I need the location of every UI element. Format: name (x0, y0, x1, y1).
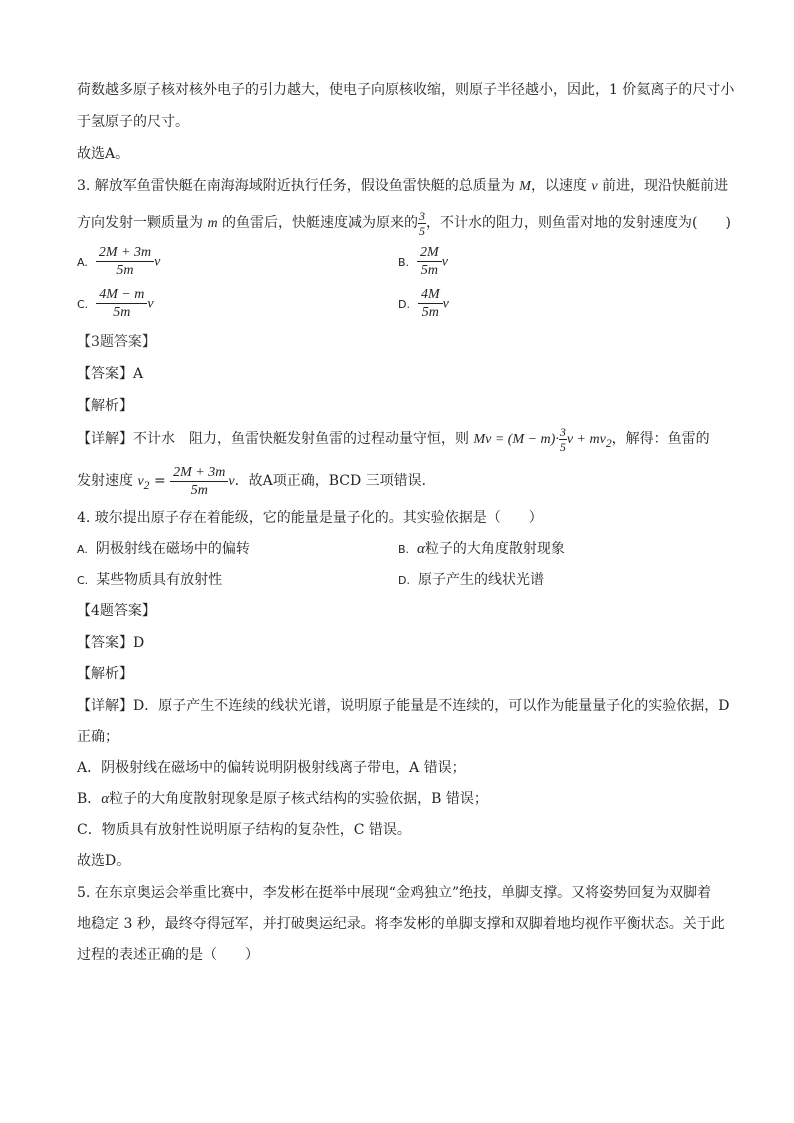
q5-stem-line-3: 过程的表述正确的是（ ） (77, 947, 259, 963)
q4-analysis-header: 【解析】 (77, 666, 133, 682)
q4-detail-line-4: B．α粒子的大角度散射现象是原子核式结构的实验依据，B 错误； (77, 791, 488, 807)
q4-detail-line-3: A．阴极射线在磁场中的偏转说明阴极射线离子带电，A 错误； (77, 760, 466, 776)
q3-option-b: B. $\frac{2M}{5m}$ v (398, 245, 448, 278)
q4-option-b: B. α粒子的大角度散射现象 (398, 541, 565, 557)
q4-stem: 4. 玻尔提出原子存在着能级，它的能量是量子化的。其实验依据是（ ） (77, 510, 543, 526)
q4-answer-header: 【4题答案】 (77, 603, 156, 619)
q3-answer-header: 【3题答案】 (77, 334, 156, 350)
q3-stem-line-1: 3. 解放军鱼雷快艇在南海海域附近执行任务，假设鱼雷快艇的总质量为 M，以速度 v 前进，现沿快艇前进 (77, 178, 729, 194)
intro-line-1: 荷数越多原子核对核外电子的引力越大，使电子向原核收缩，则原子半径越小，因此，1 价氦离子的尺寸小 (77, 82, 735, 98)
q4-option-d: D. 原子产生的线状光谱 (398, 572, 544, 588)
q3-analysis-header: 【解析】 (77, 398, 133, 414)
intro-line-2: 于氢原子的尺寸。 (77, 114, 189, 130)
fraction-three-fifths: $\frac{3}{5}$ (559, 424, 566, 454)
q3-answer: 【答案】A (77, 366, 144, 382)
q4-detail-line-1: 【详解】D．原子产生不连续的线状光谱，说明原子能量是不连续的，可以作为能量量子化的实验依据，D (77, 698, 730, 714)
q4-answer: 【答案】D (77, 635, 145, 651)
q5-stem-line-1: 5. 在东京奥运会举重比赛中，李发彬在挺举中展现“金鸡独立”绝技，单脚支撑。又将姿势回复为双脚着 (77, 885, 712, 901)
q4-option-c: C. 某些物质具有放射性 (77, 572, 223, 588)
q4-conclusion: 故选D。 (77, 853, 131, 869)
q4-option-a: A. 阴极射线在磁场中的偏转 (77, 541, 250, 557)
q3-option-a: A. $\frac{2M + 3m}{5m}$ v (77, 245, 161, 278)
q3-option-d: D. $\frac{4M}{5m}$ v (398, 287, 449, 320)
q3-detail-line-2: 发射速度 $v_2$ = $\frac{2M + 3m}{5m}$ v．故A项正确，BCD 三项错误． (77, 464, 436, 498)
q4-detail-line-2: 正确； (77, 729, 119, 745)
q3-option-c: C. $\frac{4M - m}{5m}$ v (77, 287, 154, 320)
fraction: $\frac{2M + 3m}{5m}$ (96, 244, 154, 279)
intro-conclusion: 故选A。 (77, 146, 130, 162)
q5-stem-line-2: 地稳定 3 秒，最终夺得冠军，并打破奥运纪录。将李发彬的单脚支撑和双脚着地均视作平衡状态。关于此 (77, 916, 725, 932)
q3-stem-line-2: 方向发射一颗质量为 m 的鱼雷后，快艇速度减为原来的 $\frac{3}{5}$ ，不计水的阻力，则鱼雷对地的发射速度为( ) (77, 208, 731, 238)
fraction: $\frac{2M}{5m}$ (417, 244, 442, 279)
fraction: $\frac{2M + 3m}{5m}$ (170, 464, 228, 499)
q3-detail-line-1: 【详解】不计水 阻力，鱼雷快艇发射鱼雷的过程动量守恒，则 Mv = (M − m)· $\frac{3}{5}$ $v + mv_2$，解得：鱼雷的 (77, 424, 710, 454)
fraction-three-fifths: $\frac{3}{5}$ (419, 208, 426, 238)
q4-detail-line-5: C．物质具有放射性说明原子结构的复杂性，C 错误。 (77, 822, 411, 838)
fraction: $\frac{4M - m}{5m}$ (96, 286, 147, 321)
fraction: $\frac{4M}{5m}$ (418, 286, 443, 321)
